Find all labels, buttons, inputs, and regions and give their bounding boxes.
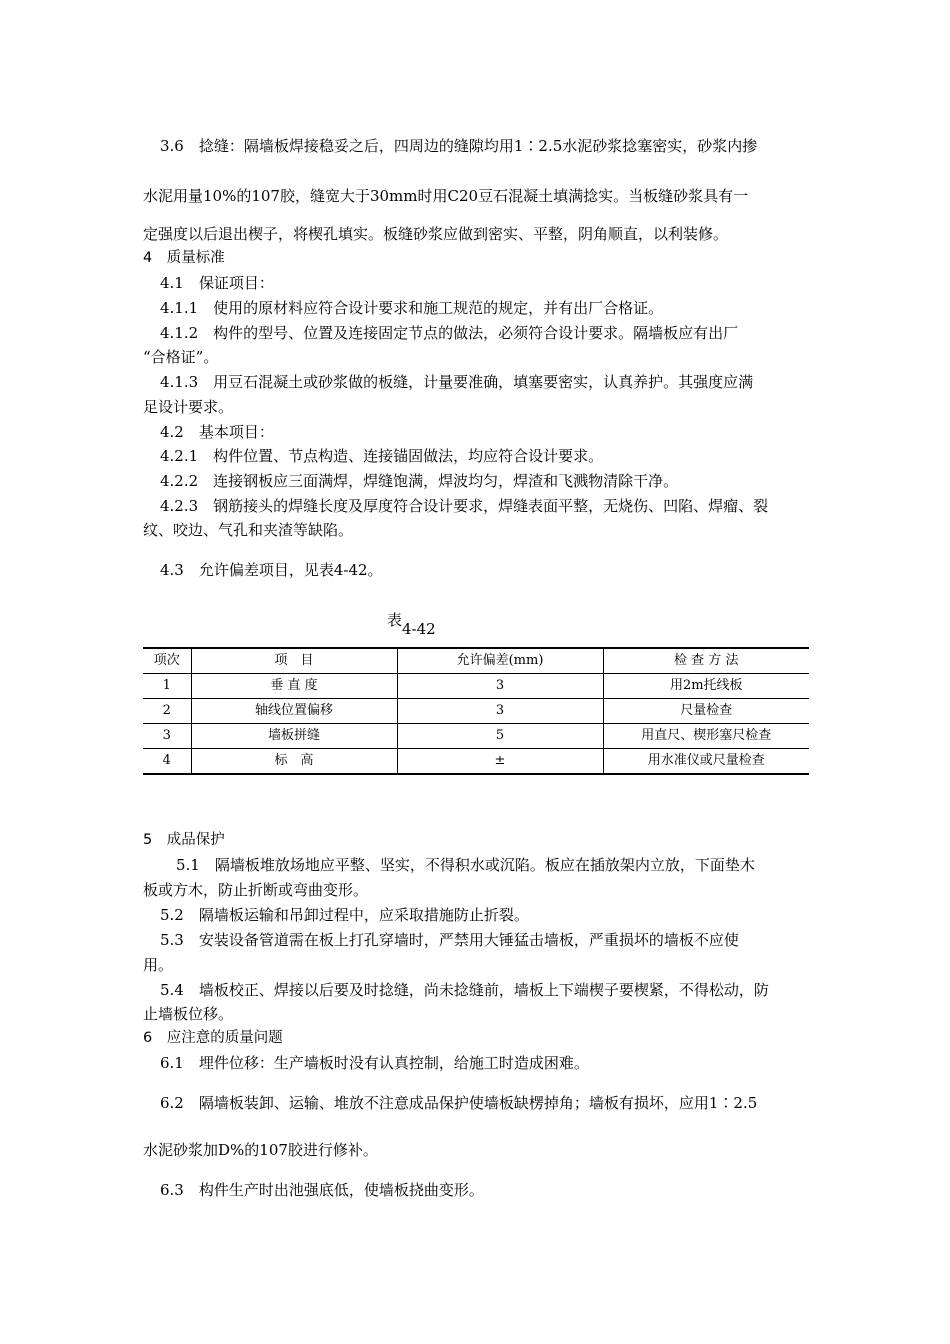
para-5-3-line-1: 5.3 安装设备管道需在板上打孔穿墙时，严禁用大锤猛击墙板，严重损坏的墙板不应使 [160, 931, 739, 949]
para-5-1-line-1: 5.1 隔墙板堆放场地应平整、坚实，不得积水或沉陷。板应在插放架内立放，下面垫木 [176, 856, 755, 874]
para-4-1-1: 4.1.1 使用的原材料应符合设计要求和施工规范的规定，并有出厂合格证。 [160, 299, 664, 317]
section-4-heading: 4 质量标准 [143, 250, 225, 266]
header-allowable-deviation: 允许偏差(mm) [397, 648, 603, 674]
section-6-heading: 6 应注意的质量问题 [143, 1030, 283, 1046]
table-caption [387, 609, 436, 638]
section-5-heading: 5 成品保护 [143, 832, 225, 848]
para-4-1-3-line-1: 4.1.3 用豆石混凝土或砂浆做的板缝，计量要准确，填塞要密实，认真养护。其强度应满 [160, 373, 754, 391]
para-6-3: 6.3 构件生产时出池强底低，使墙板挠曲变形。 [160, 1181, 484, 1199]
table-cell: 尺量检查 [603, 699, 809, 724]
table-cell: 4 [143, 749, 191, 775]
header-inspection-method: 检 查 方 法 [603, 648, 809, 674]
para-6-2-line-2: 水泥砂浆加D%的107胶进行修补。 [143, 1141, 378, 1159]
para-4-2-3-line-2: 纹、咬边、气孔和夹渣等缺陷。 [143, 521, 354, 539]
table-cell: 3 [397, 699, 603, 724]
para-5-2: 5.2 隔墙板运输和吊卸过程中，应采取措施防止折裂。 [160, 906, 529, 924]
para-4-3: 4.3 允许偏差项目，见表4-42。 [160, 561, 383, 579]
para-3-6-line-2: 水泥用量10%的107胶，缝宽大于30mm时用C20豆石混凝土填满捻实。当板缝砂浆具有一 [143, 187, 749, 205]
table-cell: 2 [143, 699, 191, 724]
table-caption-number: 4-42 [402, 620, 436, 638]
para-6-1: 6.1 埋件位移：生产墙板时没有认真控制，给施工时造成困难。 [160, 1054, 589, 1072]
para-4-2: 4.2 基本项目： [160, 423, 274, 441]
table-caption-prefix: 表 [387, 611, 403, 629]
para-4-1-2-line-1: 4.1.2 构件的型号、位置及连接固定节点的做法，必须符合设计要求。隔墙板应有出厂 [160, 324, 739, 342]
para-6-2-line-1: 6.2 隔墙板装卸、运输、堆放不注意成品保护使墙板缺楞掉角；墙板有损坏，应用1∶2.5 [160, 1094, 758, 1112]
table-cell: 1 [143, 674, 191, 699]
table-cell: 5 [397, 724, 603, 749]
para-4-2-3-line-1: 4.2.3 钢筋接头的焊缝长度及厚度符合设计要求，焊缝表面平整，无烧伤、凹陷、焊瘤、裂 [160, 497, 769, 515]
table-cell: 3 [143, 724, 191, 749]
para-5-1-line-2: 板或方木，防止折断或弯曲变形。 [143, 881, 369, 899]
para-5-3-line-2: 用。 [143, 956, 174, 974]
para-4-1: 4.1 保证项目： [160, 274, 274, 292]
header-item: 项 目 [191, 648, 397, 674]
allowable-deviation-table [143, 647, 809, 775]
table-cell: 3 [397, 674, 603, 699]
header-item-no: 项次 [143, 648, 191, 674]
para-5-4-line-2: 止墙板位移。 [143, 1005, 234, 1023]
table-cell: 用水准仪或尺量检查 [603, 749, 809, 775]
table-cell: 轴线位置偏移 [191, 699, 397, 724]
table-row [143, 749, 809, 775]
para-3-6-line-3: 定强度以后退出楔子，将楔孔填实。板缝砂浆应做到密实、平整，阴角顺直，以利装修。 [143, 225, 729, 243]
para-3-6-line-1: 3.6 捻缝：隔墙板焊接稳妥之后，四周边的缝隙均用1∶2.5水泥砂浆捻塞密实，砂浆内掺 [160, 137, 758, 155]
table-row [143, 674, 809, 699]
para-4-2-2: 4.2.2 连接钢板应三面满焊，焊缝饱满，焊波均匀，焊渣和飞溅物清除干净。 [160, 472, 679, 490]
para-4-1-3-line-2: 足设计要求。 [143, 398, 234, 416]
table-cell: 墙板拼缝 [191, 724, 397, 749]
para-4-2-1: 4.2.1 构件位置、节点构造、连接锚固做法，均应符合设计要求。 [160, 447, 604, 465]
table-cell: ± [397, 749, 603, 775]
table-cell: 标 高 [191, 749, 397, 775]
para-4-1-2-line-2: “合格证”。 [143, 348, 219, 366]
table-row [143, 724, 809, 749]
table-cell: 垂 直 度 [191, 674, 397, 699]
table-cell: 用直尺、楔形塞尺检查 [603, 724, 809, 749]
table-cell: 用2m托线板 [603, 674, 809, 699]
table-header-row [143, 648, 809, 674]
para-5-4-line-1: 5.4 墙板校正、焊接以后要及时捻缝，尚未捻缝前，墙板上下端楔子要楔紧，不得松动，防 [160, 981, 769, 999]
table-row [143, 699, 809, 724]
